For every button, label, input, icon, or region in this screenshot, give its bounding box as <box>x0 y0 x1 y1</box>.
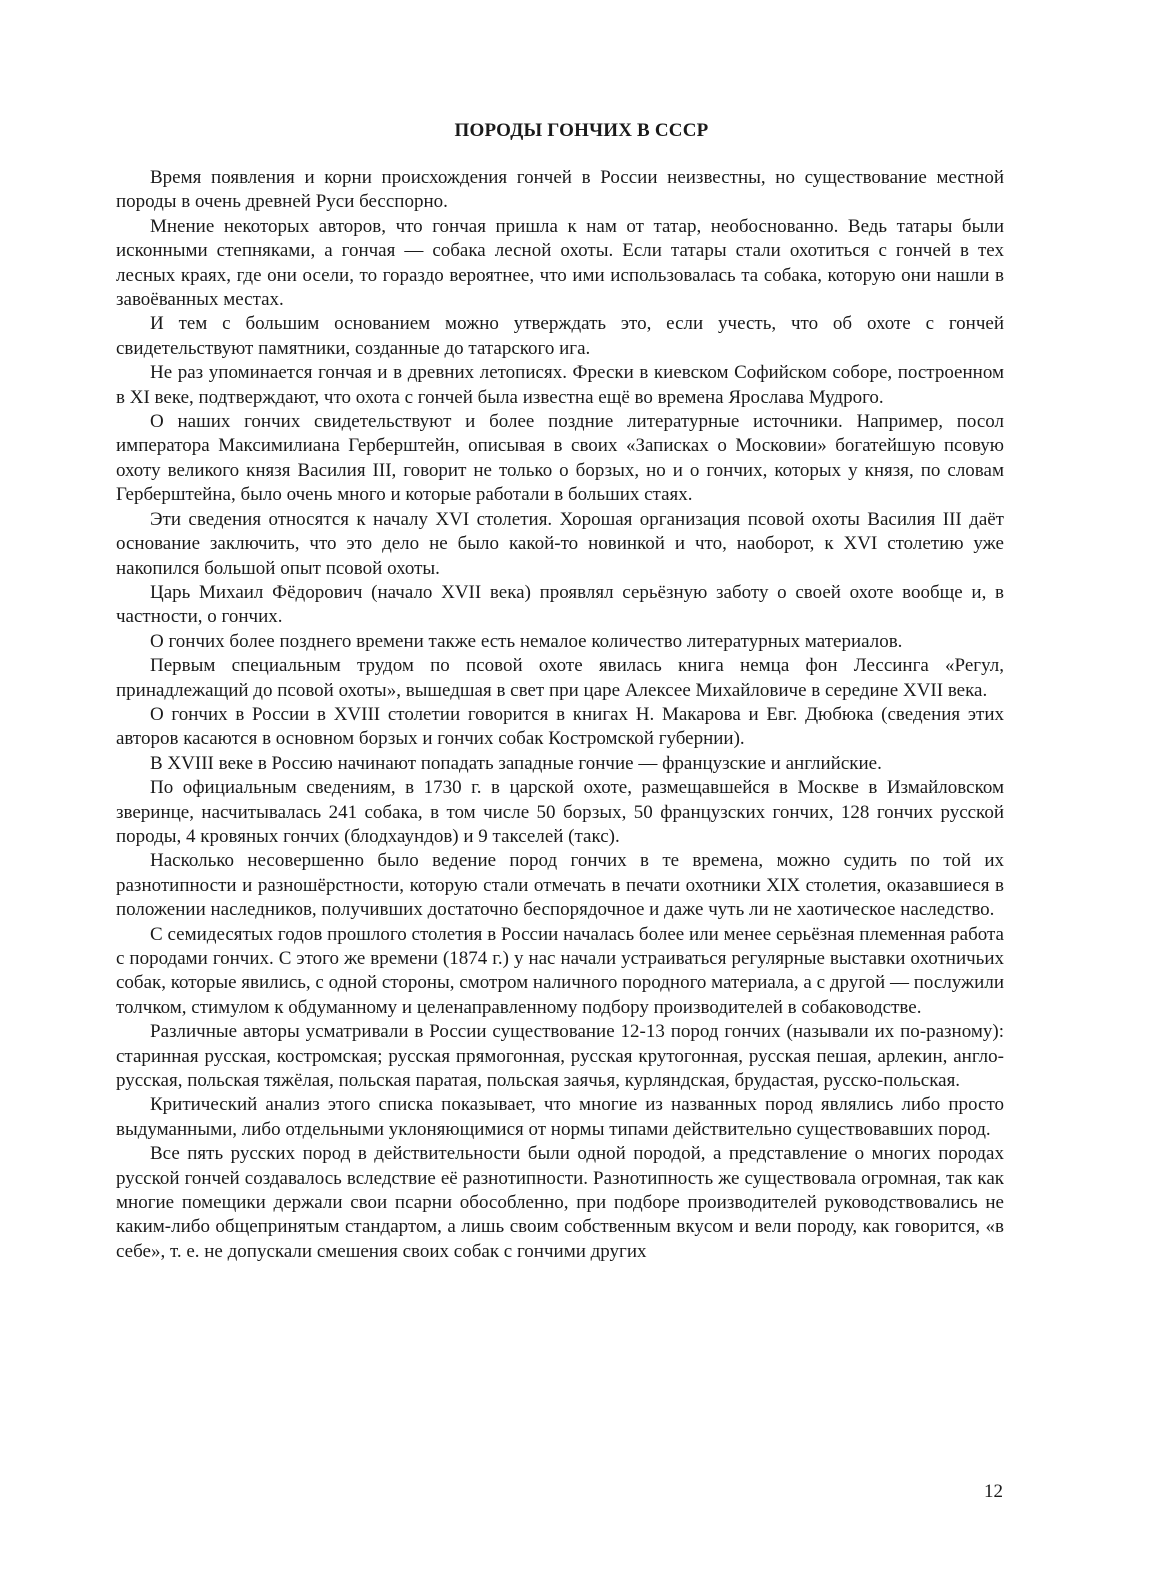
paragraph: Все пять русских пород в действительности были одной породой, а представление о многих породах русской гончей создавалось вследствие её разнотипности. Разнотипность же существовала огромная, так как многие помещики держали свои псарни обособленно, при подборе производителей руководствовались не каким-либо общепринятым стандартом, а лишь своим собственным вкусом и вели породу, как говорится, «в себе», т. е. не допускали смешения своих собак с гончими других <box>116 1143 1004 1262</box>
paragraph: Не раз упоминается гончая и в древних летописях. Фрески в киевском Софийском соборе, построенном в XI веке, подтверждают, что охота с гончей была известна ещё во времена Ярослава Мудрого. <box>116 362 1004 408</box>
paragraph: И тем с большим основанием можно утверждать это, если учесть, что об охоте с гончей свидетельствуют памятники, созданные до татарского ига. <box>116 313 1004 359</box>
paragraph: Первым специальным трудом по псовой охоте явилась книга немца фон Лессинга «Регул, принадлежащий до псовой охоты», вышедшая в свет при царе Алексее Михайловиче в середине XVII века. <box>116 655 1004 701</box>
paragraph: Эти сведения относятся к началу XVI столетия. Хорошая организация псовой охоты Василия III даёт основание заключить, что это дело не было какой-то новинкой и что, наоборот, к XVI столетию уже накопился большой опыт псовой охоты. <box>116 508 1004 579</box>
page-number: 12 <box>984 1481 1003 1502</box>
paragraph: О гончих в России в XVIII столетии говорится в книгах Н. Макарова и Евг. Дюбюка (сведения этих авторов касаются в основном борзых и гончих собак Костромской губернии). <box>116 703 1004 750</box>
body-text <box>116 166 1004 1264</box>
paragraph: О наших гончих свидетельствуют и более поздние литературные источники. Например, посол императора Максимилиана Герберштейн, описывая в своих «Записках о Московии» богатейшую псовую охоту великого князя Василия III, говорит не только о борзых, но и о гончих, которых у князя, по словам Герберштейна, было очень много и которые работали в больших стаях. <box>116 411 1004 506</box>
paragraph: Царь Михаил Фёдорович (начало XVII века) проявлял серьёзную заботу о своей охоте вообще и, в частности, о гончих. <box>116 581 1004 628</box>
paragraph: Насколько несовершенно было ведение пород гончих в те времена, можно судить по той их разнотипности и разношёрстности, которую стали отмечать в печати охотники XIX столетия, оказавшиеся в положении наследников, получивших достаточно беспорядочное и даже чуть ли не хаотическое наследство. <box>116 850 1004 921</box>
paragraph: В XVIII веке в Россию начинают попадать западные гончие — французские и английские. <box>150 752 882 774</box>
paragraph: Время появления и корни происхождения гончей в России неизвестны, но существование местной породы в очень древней Руси бесспорно. <box>116 167 1004 213</box>
paragraph: Критический анализ этого списка показывает, что многие из названных пород являлись либо просто выдуманными, либо отдельными уклоняющимися от нормы типами действительно существовавших пород. <box>116 1094 1004 1140</box>
paragraph: По официальным сведениям, в 1730 г. в царской охоте, размещавшейся в Москве в Измайловском зверинце, насчитывалась 241 собака, в том числе 50 борзых, 50 французских гончих, 128 гончих русской породы, 4 кровяных гончих (блодхаундов) и 9 такселей (такс). <box>116 777 1004 847</box>
page-title: ПОРОДЫ ГОНЧИХ В СССР <box>454 120 709 141</box>
paragraph: Мнение некоторых авторов, что гончая пришла к нам от татар, необоснованно. Ведь татары были исконными степняками, а гончая — собака лесной охоты. Если татары стали охотиться с гончей в тех лесных краях, где они осели, то гораздо вероятнее, что ими использовалась та собака, которую они нашли в завоёванных местах. <box>116 215 1004 311</box>
paragraph: О гончих более позднего времени также есть немалое количество литературных материалов. <box>150 630 903 652</box>
paragraph: Различные авторы усматривали в России существование 12-13 пород гончих (называли их по-разному): старинная русская, костромская; русская прямогонная, русская крутогонная, русская пешая, арлекин, англо-русская, польская тяжёлая, польская паратая, польская заячья, курляндская, брудастая, русско-польская. <box>116 1021 1004 1092</box>
paragraph: С семидесятых годов прошлого столетия в России началась более или менее серьёзная племенная работа с породами гончих. С этого же времени (1874 г.) у нас начали устраиваться регулярные выставки охотничьих собак, которые явились, с одной стороны, смотром наличного породного материала, а с другой — послужили толчком, стимулом к обдуманному и целенаправленному подбору производителей в собаководстве. <box>116 923 1004 1018</box>
